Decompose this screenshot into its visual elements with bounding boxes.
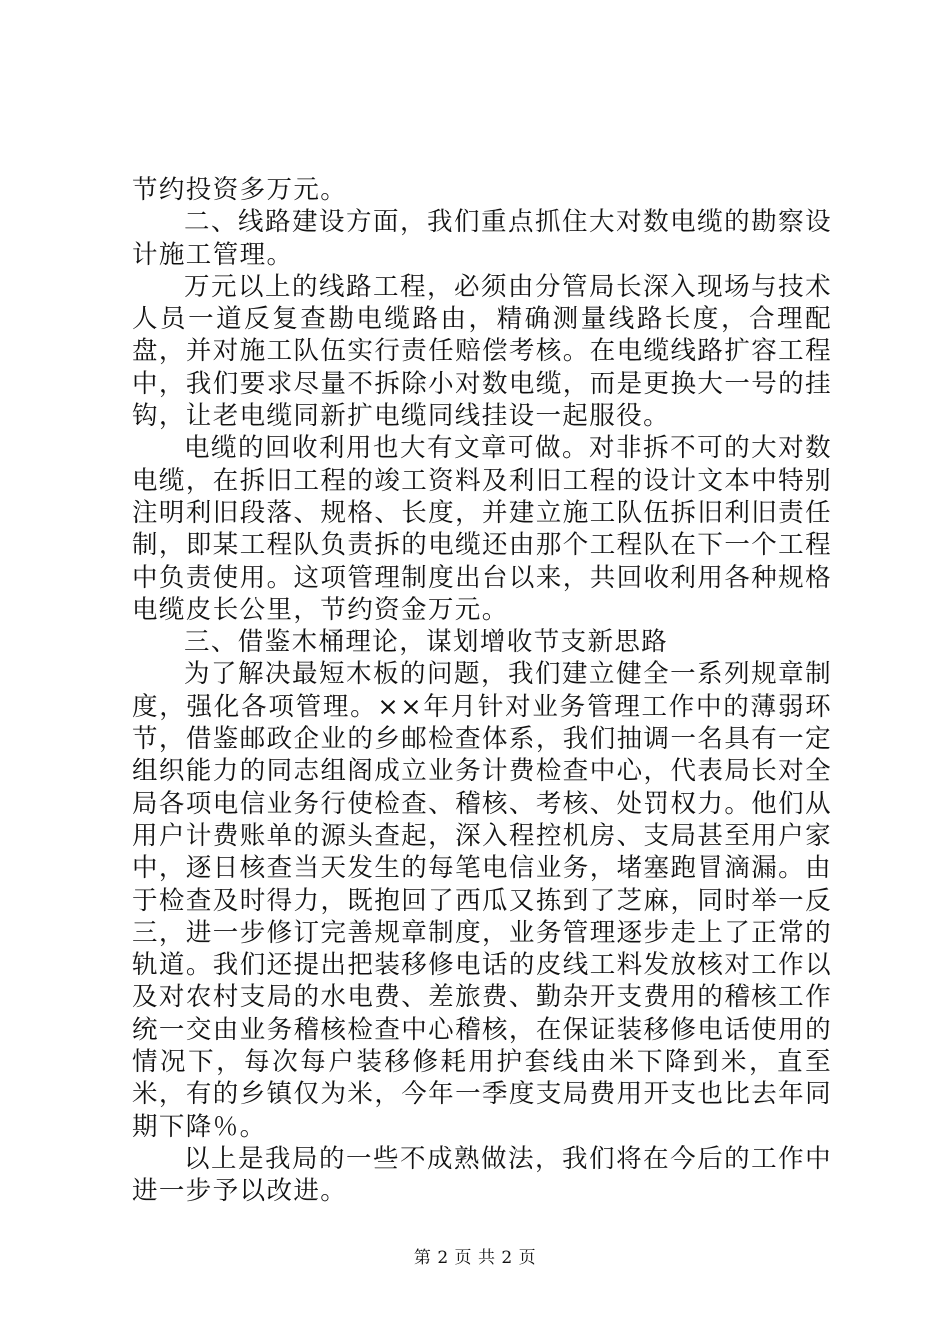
paragraph: 万元以上的线路工程，必须由分管局长深入现场与技术人员一道反复查勘电缆路由，精确测量线路长度，合理配盘，并对施工队伍实行责任赔偿考核。在电缆线路扩容工程中，我们要求尽量不拆除小对数电缆，而是更换大一号的挂钩，让老电缆同新扩电缆同线挂设一起服役。 xyxy=(132,271,832,432)
paragraph: 节约投资多万元。 xyxy=(132,175,348,205)
paragraph: 为了解决最短木板的问题，我们建立健全一系列规章制度，强化各项管理。××年月针对业务管理工作中的薄弱环节，借鉴邮政企业的乡邮检查体系，我们抽调一名具有一定组织能力的同志组阁成立业务计费检查中心，代表局长对全局各项电信业务行使检查、稽核、考核、处罚权力。他们从用户计费账单的源头查起，深入程控机房、支局甚至用户家中，逐日核查当天发生的每笔电信业务，堵塞跑冒滴漏。由于检查及时得力，既抱回了西瓜又拣到了芝麻，同时举一反三，进一步修订完善规章制度，业务管理逐步走上了正常的轨道。我们还提出把装移修电话的皮线工料发放核对工作以及对农村支局的水电费、差旅费、勤杂开支费用的稽核工作统一交由业务稽核检查中心稽核，在保证装移修电话使用的情况下，每次每户装移修耗用护套线由米下降到米，直至米，有的乡镇仅为米，今年一季度支局费用开支也比去年同期下降％。 xyxy=(132,659,832,1142)
document-body xyxy=(132,174,832,1208)
paragraph: 二、线路建设方面，我们重点抓住大对数电缆的勘察设计施工管理。 xyxy=(132,207,832,270)
paragraph: 以上是我局的一些不成熟做法，我们将在今后的工作中进一步予以改进。 xyxy=(132,1143,832,1207)
paragraph: 电缆的回收利用也大有文章可做。对非拆不可的大对数电缆，在拆旧工程的竣工资料及利旧工程的设计文本中特别注明利旧段落、规格、长度，并建立施工队伍拆旧利旧责任制，即某工程队负责拆的电缆还由那个工程队在下一个工程中负责使用。这项管理制度出台以来，共回收利用各种规格电缆皮长公里，节约资金万元。 xyxy=(132,433,832,625)
page-number-footer: 第 2 页 共 2 页 xyxy=(413,1248,537,1268)
section-heading: 三、借鉴木桶理论，谋划增收节支新思路 xyxy=(184,627,669,658)
